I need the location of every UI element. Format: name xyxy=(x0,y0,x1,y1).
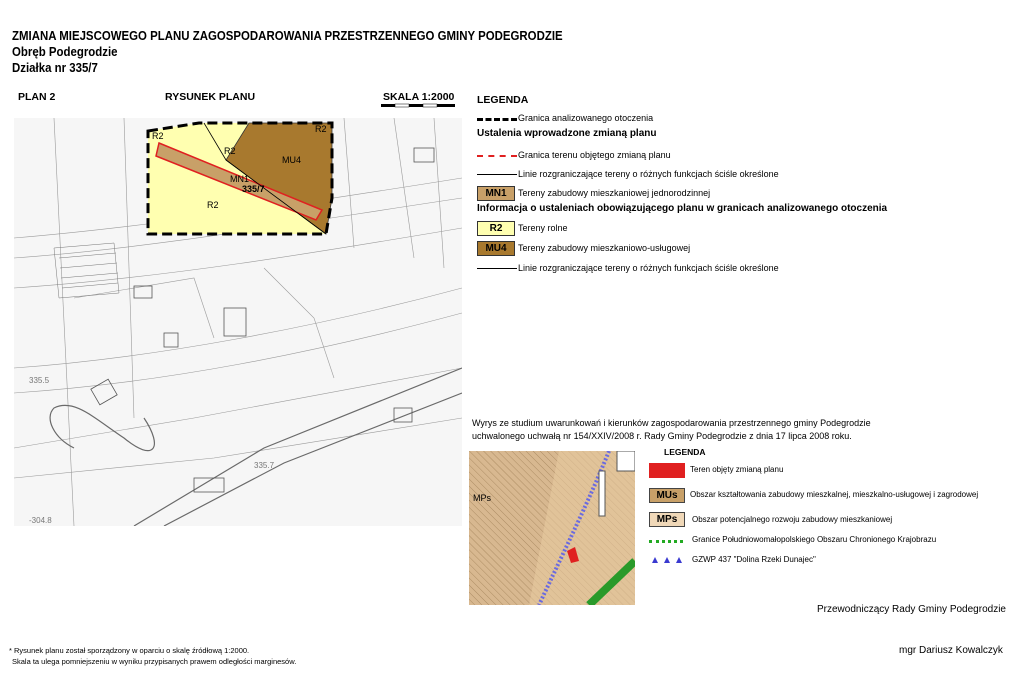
footnote-line-1: * Rysunek planu został sporządzony w oparciu o skalę źródłową 1:2000. xyxy=(9,646,250,655)
legend-mu4: Tereny zabudowy mieszkaniowo-usługowej xyxy=(518,243,691,253)
svg-text:-304.8: -304.8 xyxy=(29,516,52,525)
study-map xyxy=(469,451,635,605)
plan-map xyxy=(14,118,462,526)
plan-number: PLAN 2 xyxy=(18,91,56,103)
legend-lines2: Linie rozgraniczające tereny o różnych funkcjach ściśle określone xyxy=(518,263,779,273)
study-legend-gzwp: GZWP 437 "Dolina Rzeki Dunajec" xyxy=(692,555,816,564)
mus-swatch: MUs xyxy=(649,488,685,503)
legend-lines1: Linie rozgraniczające tereny o różnych funkcjach ściśle określone xyxy=(518,169,779,179)
study-legend-mps: Obszar potencjalnego rozwoju zabudowy mieszkaniowej xyxy=(692,515,893,524)
legend-mn1: Tereny zabudowy mieszkaniowej jednorodzinnej xyxy=(518,188,711,198)
legend-r2: Tereny rolne xyxy=(518,223,568,233)
thin-line-icon xyxy=(477,268,517,269)
mu4-swatch: MU4 xyxy=(477,241,515,256)
svg-text:335.7: 335.7 xyxy=(254,461,275,470)
scale-bar-icon xyxy=(380,103,458,113)
signature-chairman: Przewodniczący Rady Gminy Podegrodzie xyxy=(817,604,1006,615)
study-legend-teren: Teren objęty zmianą planu xyxy=(690,465,784,474)
svg-text:335.5: 335.5 xyxy=(29,376,50,385)
change-boundary-line-icon xyxy=(477,155,517,157)
footnote-line-2: Skala ta ulega pomniejszeniu w wyniku przypisanych prawem odległości marginesów. xyxy=(12,657,297,666)
title-parcel: Działka nr 335/7 xyxy=(12,60,98,75)
mps-swatch: MPs xyxy=(649,512,685,527)
r2-swatch: R2 xyxy=(477,221,515,236)
scale-label: SKALA 1:2000 xyxy=(383,91,455,103)
study-caption-2: uchwalonego uchwałą nr 154/XXIV/2008 r. Rady Gminy Podegrodzie z dnia 17 lipca 2008 roku. xyxy=(472,431,852,441)
signature-name: mgr Dariusz Kowalczyk xyxy=(899,645,1003,656)
title-main: ZMIANA MIEJSCOWEGO PLANU ZAGOSPODAROWANIA PRZESTRZENNEGO GMINY PODEGRODZIE xyxy=(12,28,563,43)
teren-swatch xyxy=(649,463,685,478)
study-legend-mus: Obszar kształtowania zabudowy mieszkalnej, mieszkalno-usługowej i zagrodowej xyxy=(690,490,979,499)
map-label-r2: R2 xyxy=(152,131,164,141)
boundary-line-icon xyxy=(477,118,517,121)
legend-change-boundary: Granica terenu objętego zmianą planu xyxy=(518,150,671,160)
map-label-parcel: 335/7 xyxy=(242,184,265,194)
gzwp-line-icon xyxy=(649,555,685,565)
study-caption-1: Wyrys ze studium uwarunkowań i kierunków zagospodarowania przestrzennego gminy Podegrodzie xyxy=(472,418,871,428)
protected-area-line-icon xyxy=(649,540,683,543)
drawing-label: RYSUNEK PLANU xyxy=(165,91,256,103)
legend-section2: Informacja o ustaleniach obowiązującego planu w granicach analizowanego otoczenia xyxy=(477,203,888,214)
map-label-r2: R2 xyxy=(207,200,219,210)
mn1-swatch: MN1 xyxy=(477,186,515,201)
study-legend-title: LEGENDA xyxy=(664,447,706,457)
map-label-r2: R2 xyxy=(224,146,236,156)
map-label-r2: R2 xyxy=(315,124,327,134)
title-precinct: Obręb Podegrodzie xyxy=(12,44,118,59)
map-label-mu4: MU4 xyxy=(282,155,302,165)
study-legend-granice: Granice Południowomałopolskiego Obszaru Chronionego Krajobrazu xyxy=(692,535,937,544)
legend-title: LEGENDA xyxy=(477,94,529,106)
legend-boundary: Granica analizowanego otoczenia xyxy=(518,113,654,123)
legend-section1: Ustalenia wprowadzone zmianą planu xyxy=(477,128,657,139)
map-label-mn1: MN1 xyxy=(230,174,250,184)
thin-line-icon xyxy=(477,174,517,175)
study-map-label: MPs xyxy=(473,493,491,503)
